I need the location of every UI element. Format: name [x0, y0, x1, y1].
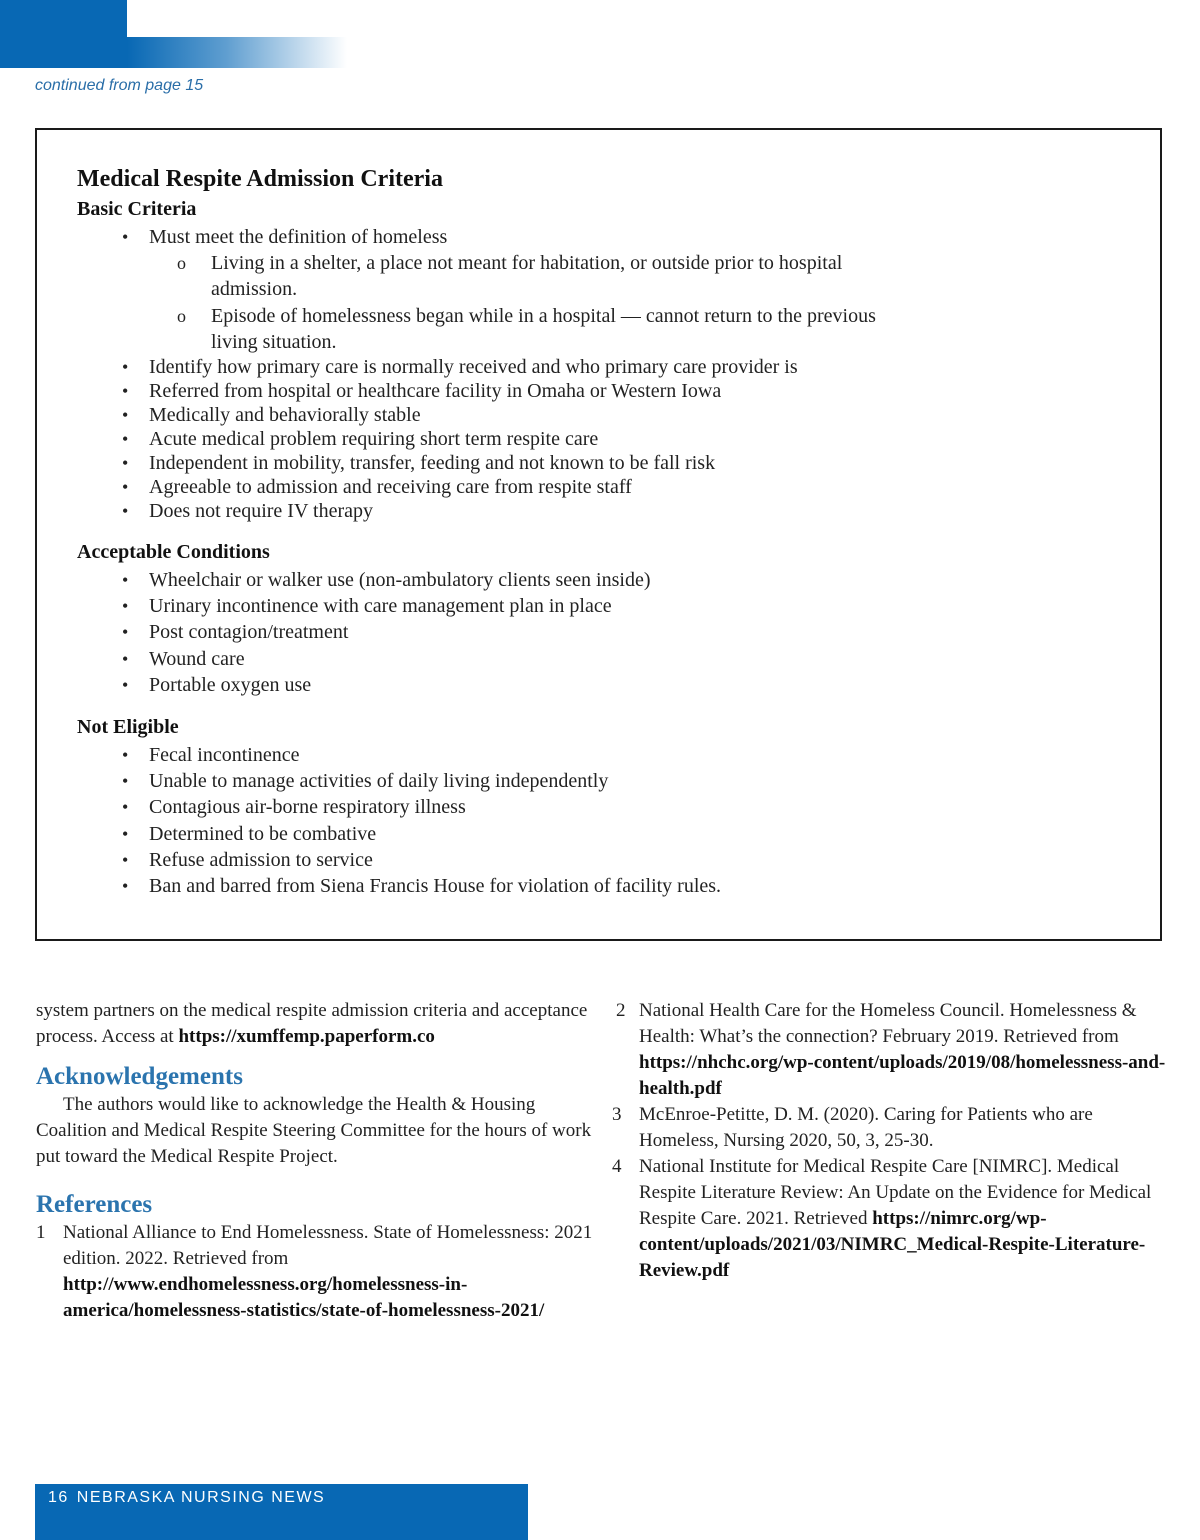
header-gradient-bar [127, 37, 347, 68]
basic-criteria-heading: Basic Criteria [77, 198, 197, 220]
acceptable-conditions-list [119, 567, 650, 698]
reference-number: 4 [612, 1156, 622, 1177]
reference-text: National Health Care for the Homeless Council. Homelessness & Health: What’s the connection? February 2019. Retrieved from [639, 1000, 1137, 1047]
list-item: • Unable to manage activities of daily living independently [119, 768, 721, 794]
footer-text [48, 1489, 325, 1507]
list-item: • Urinary incontinence with care management plan in place [119, 593, 650, 619]
continued-note: continued from page 15 [35, 77, 204, 94]
reference-item [608, 998, 1168, 1102]
reference-text: National Alliance to End Homelessness. State of Homelessness: 2021 edition. 2022. Retrieved from [63, 1222, 593, 1269]
intro-text: system partners on the medical respite admission criteria and acceptance process. Access at [36, 1000, 588, 1047]
left-column [36, 998, 596, 1324]
admission-criteria-box [35, 128, 1162, 941]
reference-text: National Institute for Medical Respite Care [NIMRC]. Medical Respite Literature Review: An Update on the Evidence for Medical Respite Care. 2021. Retrieved [639, 1156, 1152, 1229]
reference-link[interactable]: https://nimrc.org/wp-content/uploads/2021/03/NIMRC_Medical-Respite-Literature-Review.pdf [639, 1208, 1146, 1281]
basic-criteria-list [119, 224, 899, 523]
acceptable-conditions-heading: Acceptable Conditions [77, 541, 270, 563]
intro-paragraph [36, 998, 596, 1050]
list-item: • Post contagion/treatment [119, 619, 650, 645]
list-item: • Acute medical problem requiring short term respite care [119, 427, 899, 451]
list-item: • Agreeable to admission and receiving care from respite staff [119, 475, 899, 499]
sub-list-item: o Episode of homelessness began while in a hospital — cannot return to the previous living situation. [149, 303, 899, 355]
list-item: • Independent in mobility, transfer, feeding and not known to be fall risk [119, 451, 899, 475]
list-item: • Fecal incontinence [119, 742, 721, 768]
footer-bar [35, 1484, 528, 1540]
sub-list-item: o Living in a shelter, a place not meant for habitation, or outside prior to hospital admission. [149, 250, 899, 302]
list-item: • Refuse admission to service [119, 847, 721, 873]
publication-name: NEBRASKA NURSING NEWS [76, 1489, 326, 1506]
acknowledgements-heading: Acknowledgements [36, 1063, 243, 1090]
header-color-block [0, 0, 127, 68]
list-item: • Medically and behaviorally stable [119, 403, 899, 427]
list-item: • Portable oxygen use [119, 672, 650, 698]
not-eligible-heading: Not Eligible [77, 716, 179, 738]
list-item: • Determined to be combative [119, 821, 721, 847]
list-item: • Ban and barred from Siena Francis House for violation of facility rules. [119, 873, 721, 899]
paperform-link[interactable]: https://xumffemp.paperform.co [178, 1026, 435, 1047]
homeless-definition-sublist [149, 250, 899, 355]
list-item: • Does not require IV therapy [119, 499, 899, 523]
reference-text: McEnroe-Petitte, D. M. (2020). Caring for Patients who are Homeless, Nursing 2020, 50, 3, 25-30. [639, 1104, 1093, 1151]
reference-item [608, 1154, 1168, 1284]
list-item: • Identify how primary care is normally received and who primary care provider is [119, 355, 899, 379]
list-item: • Referred from hospital or healthcare facility in Omaha or Western Iowa [119, 379, 899, 403]
acknowledgements-text: The authors would like to acknowledge the Health & Housing Coalition and Medical Respite Steering Committee for the hours of work put toward the Medical Respite Project. [36, 1094, 592, 1167]
reference-number: 3 [612, 1104, 622, 1125]
reference-item [36, 1220, 596, 1324]
page-number: 16 [48, 1489, 69, 1506]
reference-link[interactable]: http://www.endhomelessness.org/homelessness-in-america/homelessness-statistics/state-of-homelessness-2021/ [63, 1274, 545, 1321]
references-heading: References [36, 1191, 153, 1218]
right-column [608, 998, 1168, 1284]
reference-item [608, 1102, 1168, 1154]
reference-number: 2 [616, 1000, 626, 1021]
list-item: • Wheelchair or walker use (non-ambulatory clients seen inside) [119, 567, 650, 593]
list-item [119, 224, 899, 355]
box-title: Medical Respite Admission Criteria [77, 166, 443, 192]
list-item-text: Must meet the definition of homeless [149, 226, 448, 248]
not-eligible-list [119, 742, 721, 899]
reference-number: 1 [36, 1222, 46, 1243]
list-item: • Contagious air-borne respiratory illness [119, 794, 721, 820]
reference-link[interactable]: https://nhchc.org/wp-content/uploads/2019/08/homelessness-and-health.pdf [639, 1052, 1166, 1099]
list-item: • Wound care [119, 646, 650, 672]
